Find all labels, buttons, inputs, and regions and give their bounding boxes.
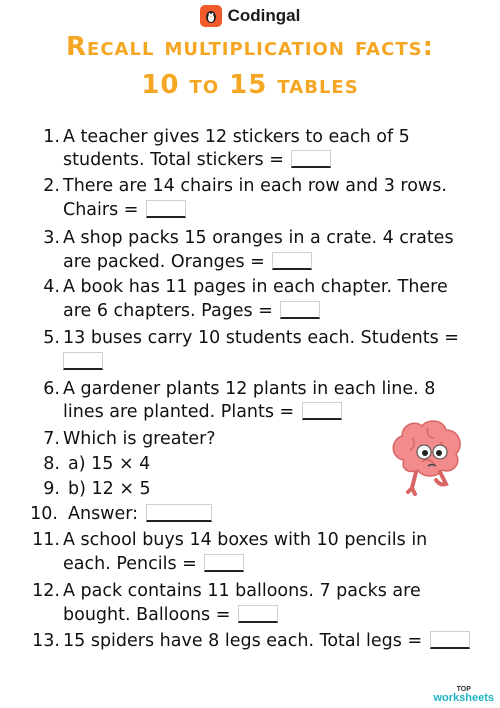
page-title-line1: Recall multiplication facts:	[66, 32, 434, 62]
question-text: a) 15 × 4	[68, 454, 151, 474]
question-text: b) 12 × 5	[68, 479, 151, 499]
question-text: Chairs =	[63, 200, 139, 220]
answer-box[interactable]	[63, 352, 103, 370]
question-text: A book has 11 pages in each chapter. There	[63, 277, 448, 297]
question-text: are packed. Oranges =	[63, 252, 265, 272]
question-text: each. Pencils =	[63, 554, 197, 574]
header	[0, 4, 500, 28]
question-text: A pack contains 11 balloons. 7 packs are	[63, 581, 421, 601]
question-text: lines are planted. Plants =	[63, 402, 295, 422]
question-number: 1.	[43, 127, 60, 147]
question-number: 11.	[32, 530, 60, 550]
answer-box[interactable]	[291, 150, 331, 168]
footer-logo	[433, 686, 494, 704]
question-text: A shop packs 15 oranges in a crate. 4 crates	[63, 228, 454, 248]
page-title-line2: 10 to 15 tables	[141, 70, 359, 100]
answer-box[interactable]	[272, 252, 312, 270]
question-text: A school buys 14 boxes with 10 pencils in	[63, 530, 428, 550]
question-number: 10.	[30, 504, 58, 524]
answer-box[interactable]	[430, 631, 470, 649]
answer-box[interactable]	[204, 554, 244, 572]
answer-box[interactable]	[280, 301, 320, 319]
question-text: are 6 chapters. Pages =	[63, 301, 273, 321]
question-number: 13.	[32, 631, 60, 651]
question-number: 4.	[43, 277, 60, 297]
footer-brand: worksheets	[433, 692, 494, 704]
brand-name: Codingal	[227, 6, 301, 25]
footer-top-label: TOP	[456, 686, 471, 693]
question-text: 15 spiders have 8 legs each. Total legs =	[63, 631, 423, 651]
question-number: 9.	[43, 479, 60, 499]
penguin-logo-icon	[200, 5, 222, 27]
question-number: 3.	[43, 228, 60, 248]
question-number: 8.	[43, 454, 60, 474]
answer-box[interactable]	[238, 605, 278, 623]
question-number: 6.	[43, 379, 60, 399]
question-text: Which is greater?	[63, 429, 216, 449]
question-number: 7.	[43, 429, 60, 449]
question-text: 13 buses carry 10 students each. Students =	[63, 328, 459, 348]
question-number: 12.	[32, 581, 60, 601]
answer-box[interactable]	[302, 402, 342, 420]
question-text: A teacher gives 12 stickers to each of 5	[63, 127, 410, 147]
question-text: A gardener plants 12 plants in each line. 8	[63, 379, 436, 399]
thinking-brain-icon	[382, 412, 472, 502]
answer-box[interactable]	[146, 200, 186, 218]
question-number: 2.	[43, 176, 60, 196]
answer-box[interactable]	[146, 504, 212, 522]
question-text: bought. Balloons =	[63, 605, 231, 625]
question-text: students. Total stickers =	[63, 150, 284, 170]
question-number: 5.	[43, 328, 60, 348]
question-text: There are 14 chairs in each row and 3 rows.	[63, 176, 447, 196]
question-text: Answer:	[68, 504, 139, 524]
